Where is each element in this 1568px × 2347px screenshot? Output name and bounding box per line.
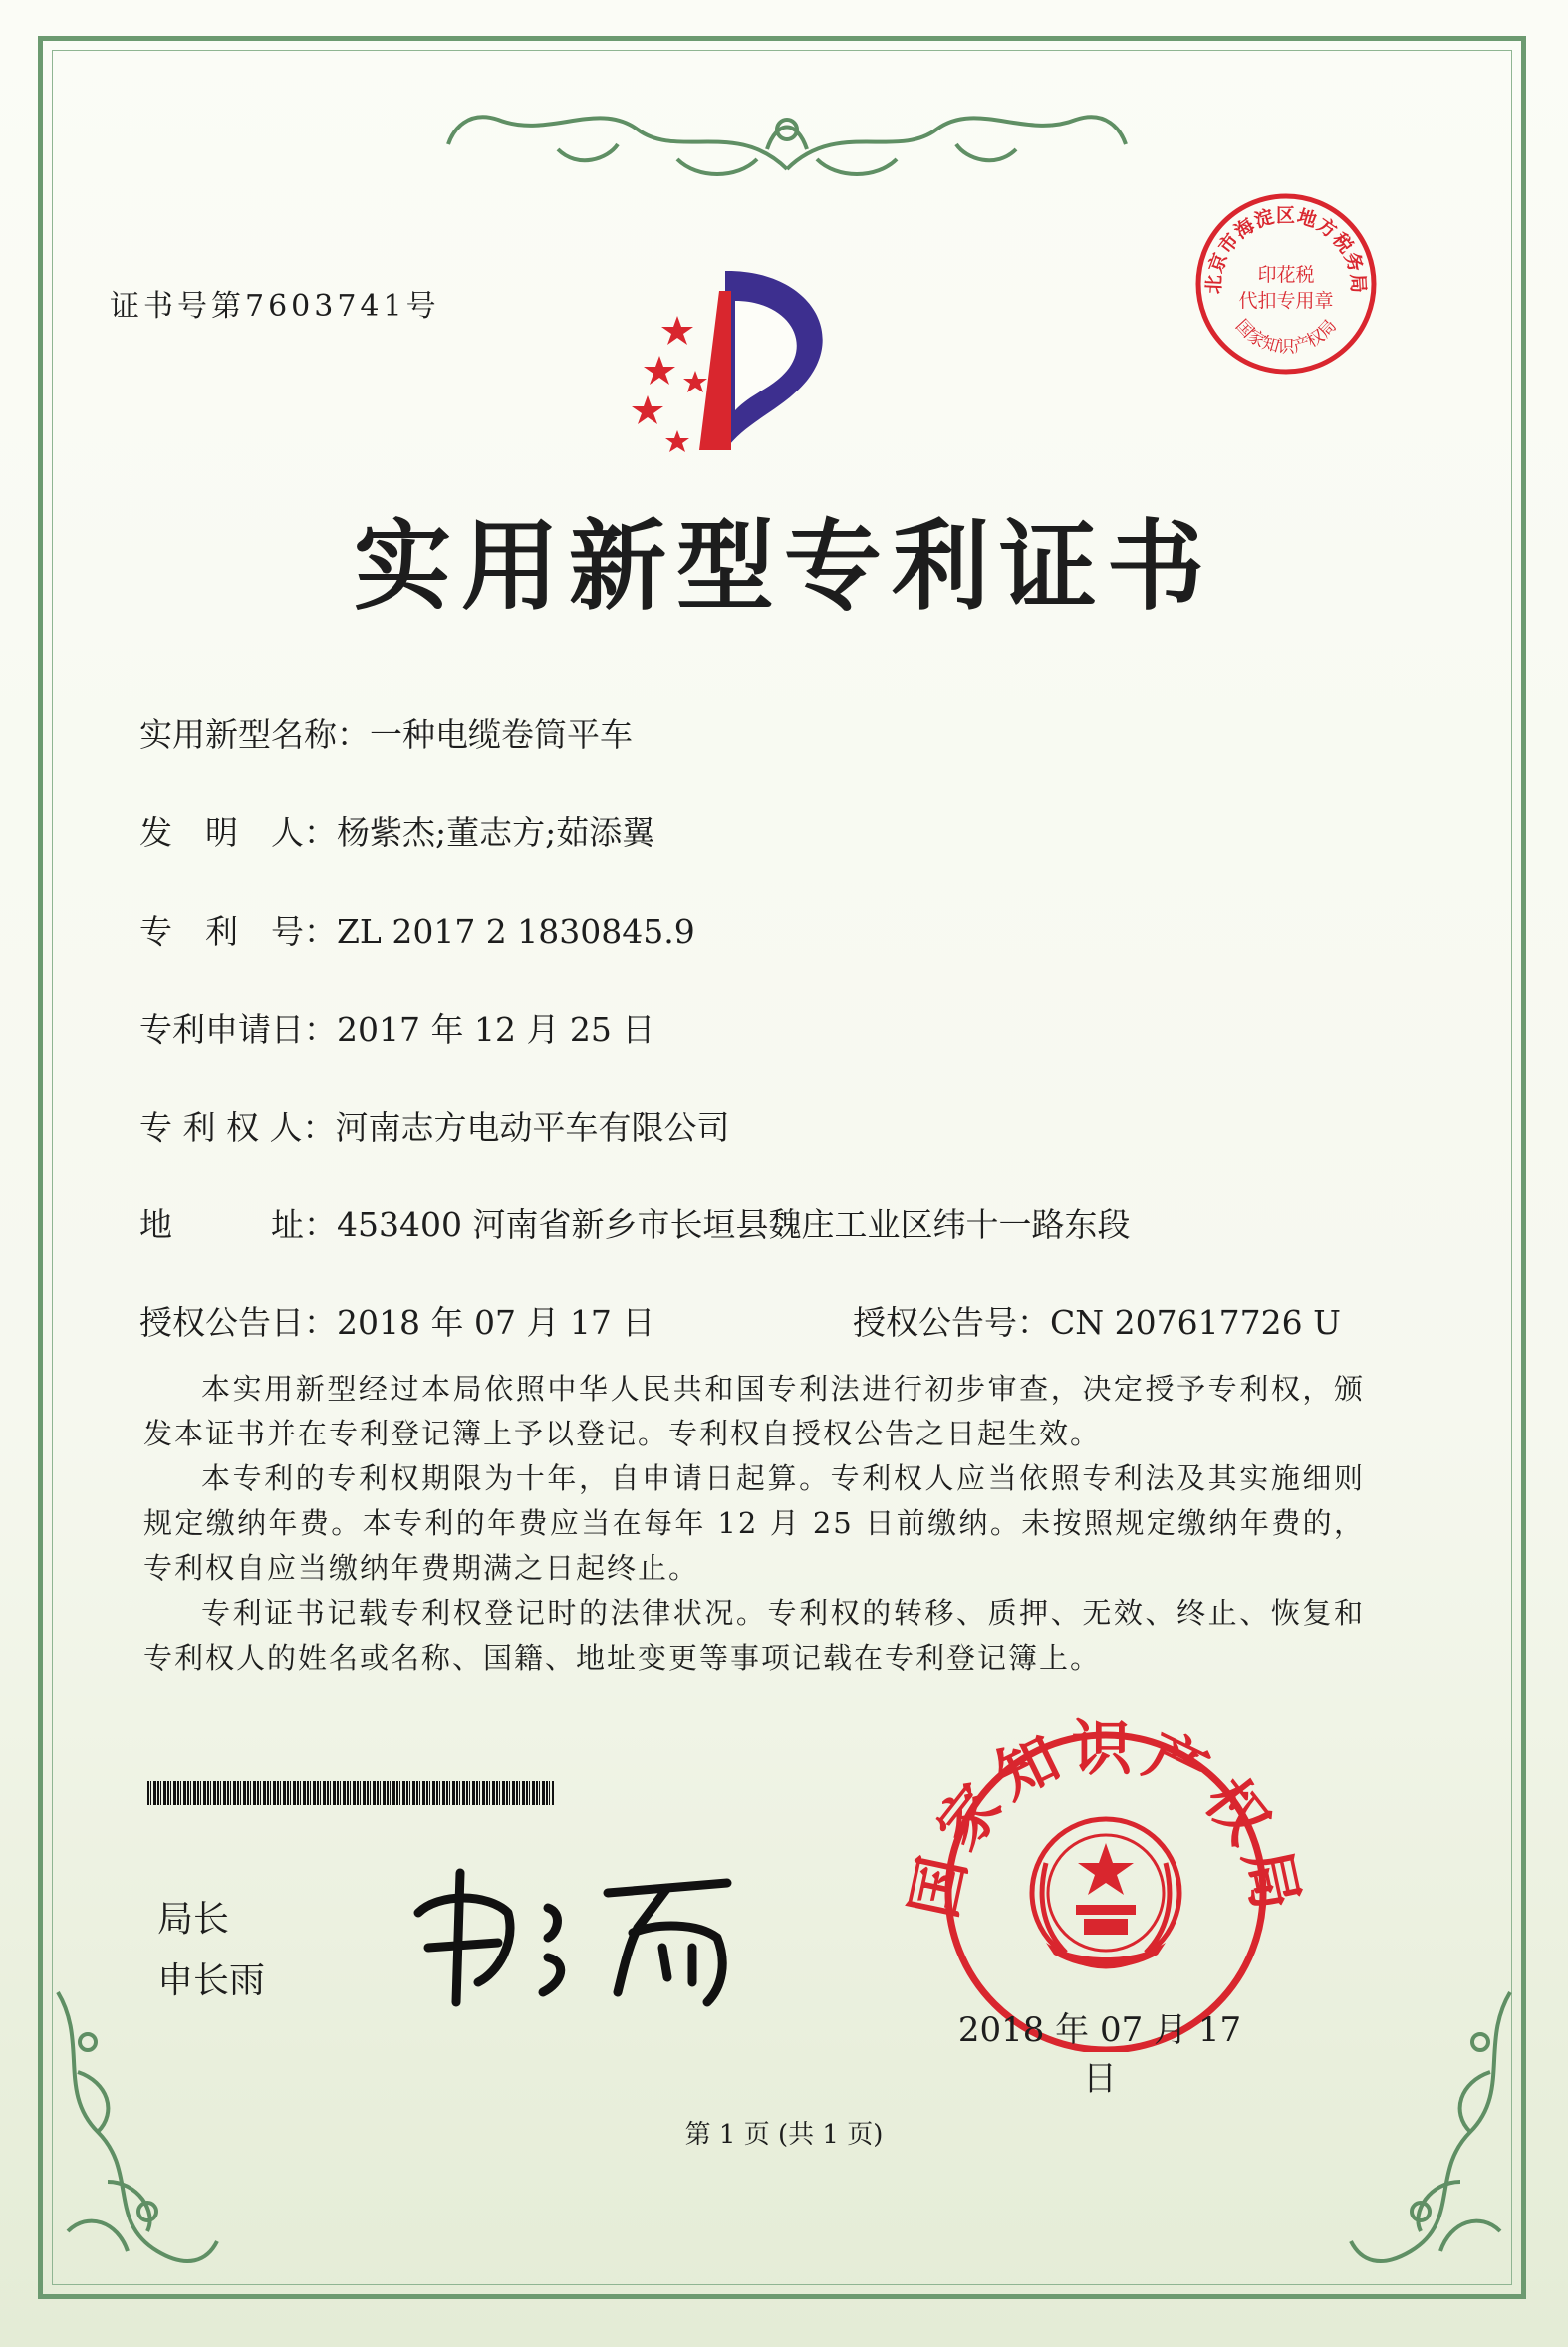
field-label: 授权公告日： [139,1303,337,1342]
seal-text: 国家知识产权局 [899,1714,1313,1925]
field-label: 授权公告号： [853,1303,1050,1342]
director-signature [398,1853,757,2012]
field-patent-number [139,907,695,953]
field-value: 2018 年 07 月 17 日 [337,1303,655,1342]
field-value: 2017 年 12 月 25 日 [337,1010,655,1049]
field-patentee [139,1102,729,1149]
field-label: 发 明 人： [139,813,337,852]
field-value: 一种电缆卷筒平车 [370,715,633,754]
tax-stamp-bottom-text: 国家知识产权局 [1231,316,1341,358]
field-value: 453400 河南省新乡市长垣县魏庄工业区纬十一路东段 [337,1205,1131,1244]
field-value: CN 207617726 U [1050,1303,1341,1342]
field-grant-publication-number [853,1297,1341,1344]
director-name: 申长雨 [157,1960,266,2001]
tax-stamp-outer-text: 北京市海淀区地方税务局 [1202,204,1370,295]
field-value: ZL 2017 2 1830845.9 [337,913,695,951]
tax-stamp [1191,189,1381,379]
field-utility-model-name [139,709,633,756]
certificate-number: 证书号第7603741号 [110,289,440,324]
field-application-date [139,1004,654,1051]
official-seal [897,1713,1315,2052]
field-label: 地 址： [139,1205,337,1244]
field-label: 专 利 号： [139,913,337,951]
field-value: 河南志方电动平车有限公司 [335,1108,730,1147]
page-number: 第 1 页 (共 1 页) [684,2120,884,2150]
field-grant-date [139,1297,654,1344]
field-label: 专 利 权 人： [139,1108,336,1147]
svg-text:国家知识产权局 [1231,316,1341,357]
barcode [147,1781,554,1805]
tax-stamp-line2: 代扣专用章 [1238,290,1334,312]
certificate-title: 实用新型专利证书 [353,510,1214,624]
field-label: 专利申请日： [139,1010,337,1049]
tax-stamp-line1: 印花税 [1257,264,1315,286]
director-title: 局长 [157,1899,230,1940]
patent-office-logo [608,261,867,460]
seal-date: 2018 年 07 月 17 日 [957,2010,1242,2099]
top-ornament [438,100,1136,189]
field-address [139,1199,1130,1246]
field-inventors [139,807,654,854]
field-label: 实用新型名称： [139,715,370,754]
legal-text [143,1367,1365,1681]
legal-paragraph: 本实用新型经过本局依照中华人民共和国专利法进行初步审查，决定授予专利权，颁发本证书并在专利登记簿上予以登记。专利权自授权公告之日起生效。 [143,1372,1365,1450]
legal-paragraph: 专利证书记载专利权登记时的法律状况。专利权的转移、质押、无效、终止、恢复和专利权人的姓名或名称、国籍、地址变更等事项记载在专利登记簿上。 [143,1596,1365,1675]
legal-paragraph: 本专利的专利权期限为十年，自申请日起算。专利权人应当依照专利法及其实施细则规定缴纳年费。本专利的年费应当在每年 12 月 25 日前缴纳。未按照规定缴纳年费的，专利权自应当缴纳年费期满之日起终止。 [143,1461,1365,1585]
field-value: 杨紫杰;董志方;茹添翼 [337,813,655,852]
